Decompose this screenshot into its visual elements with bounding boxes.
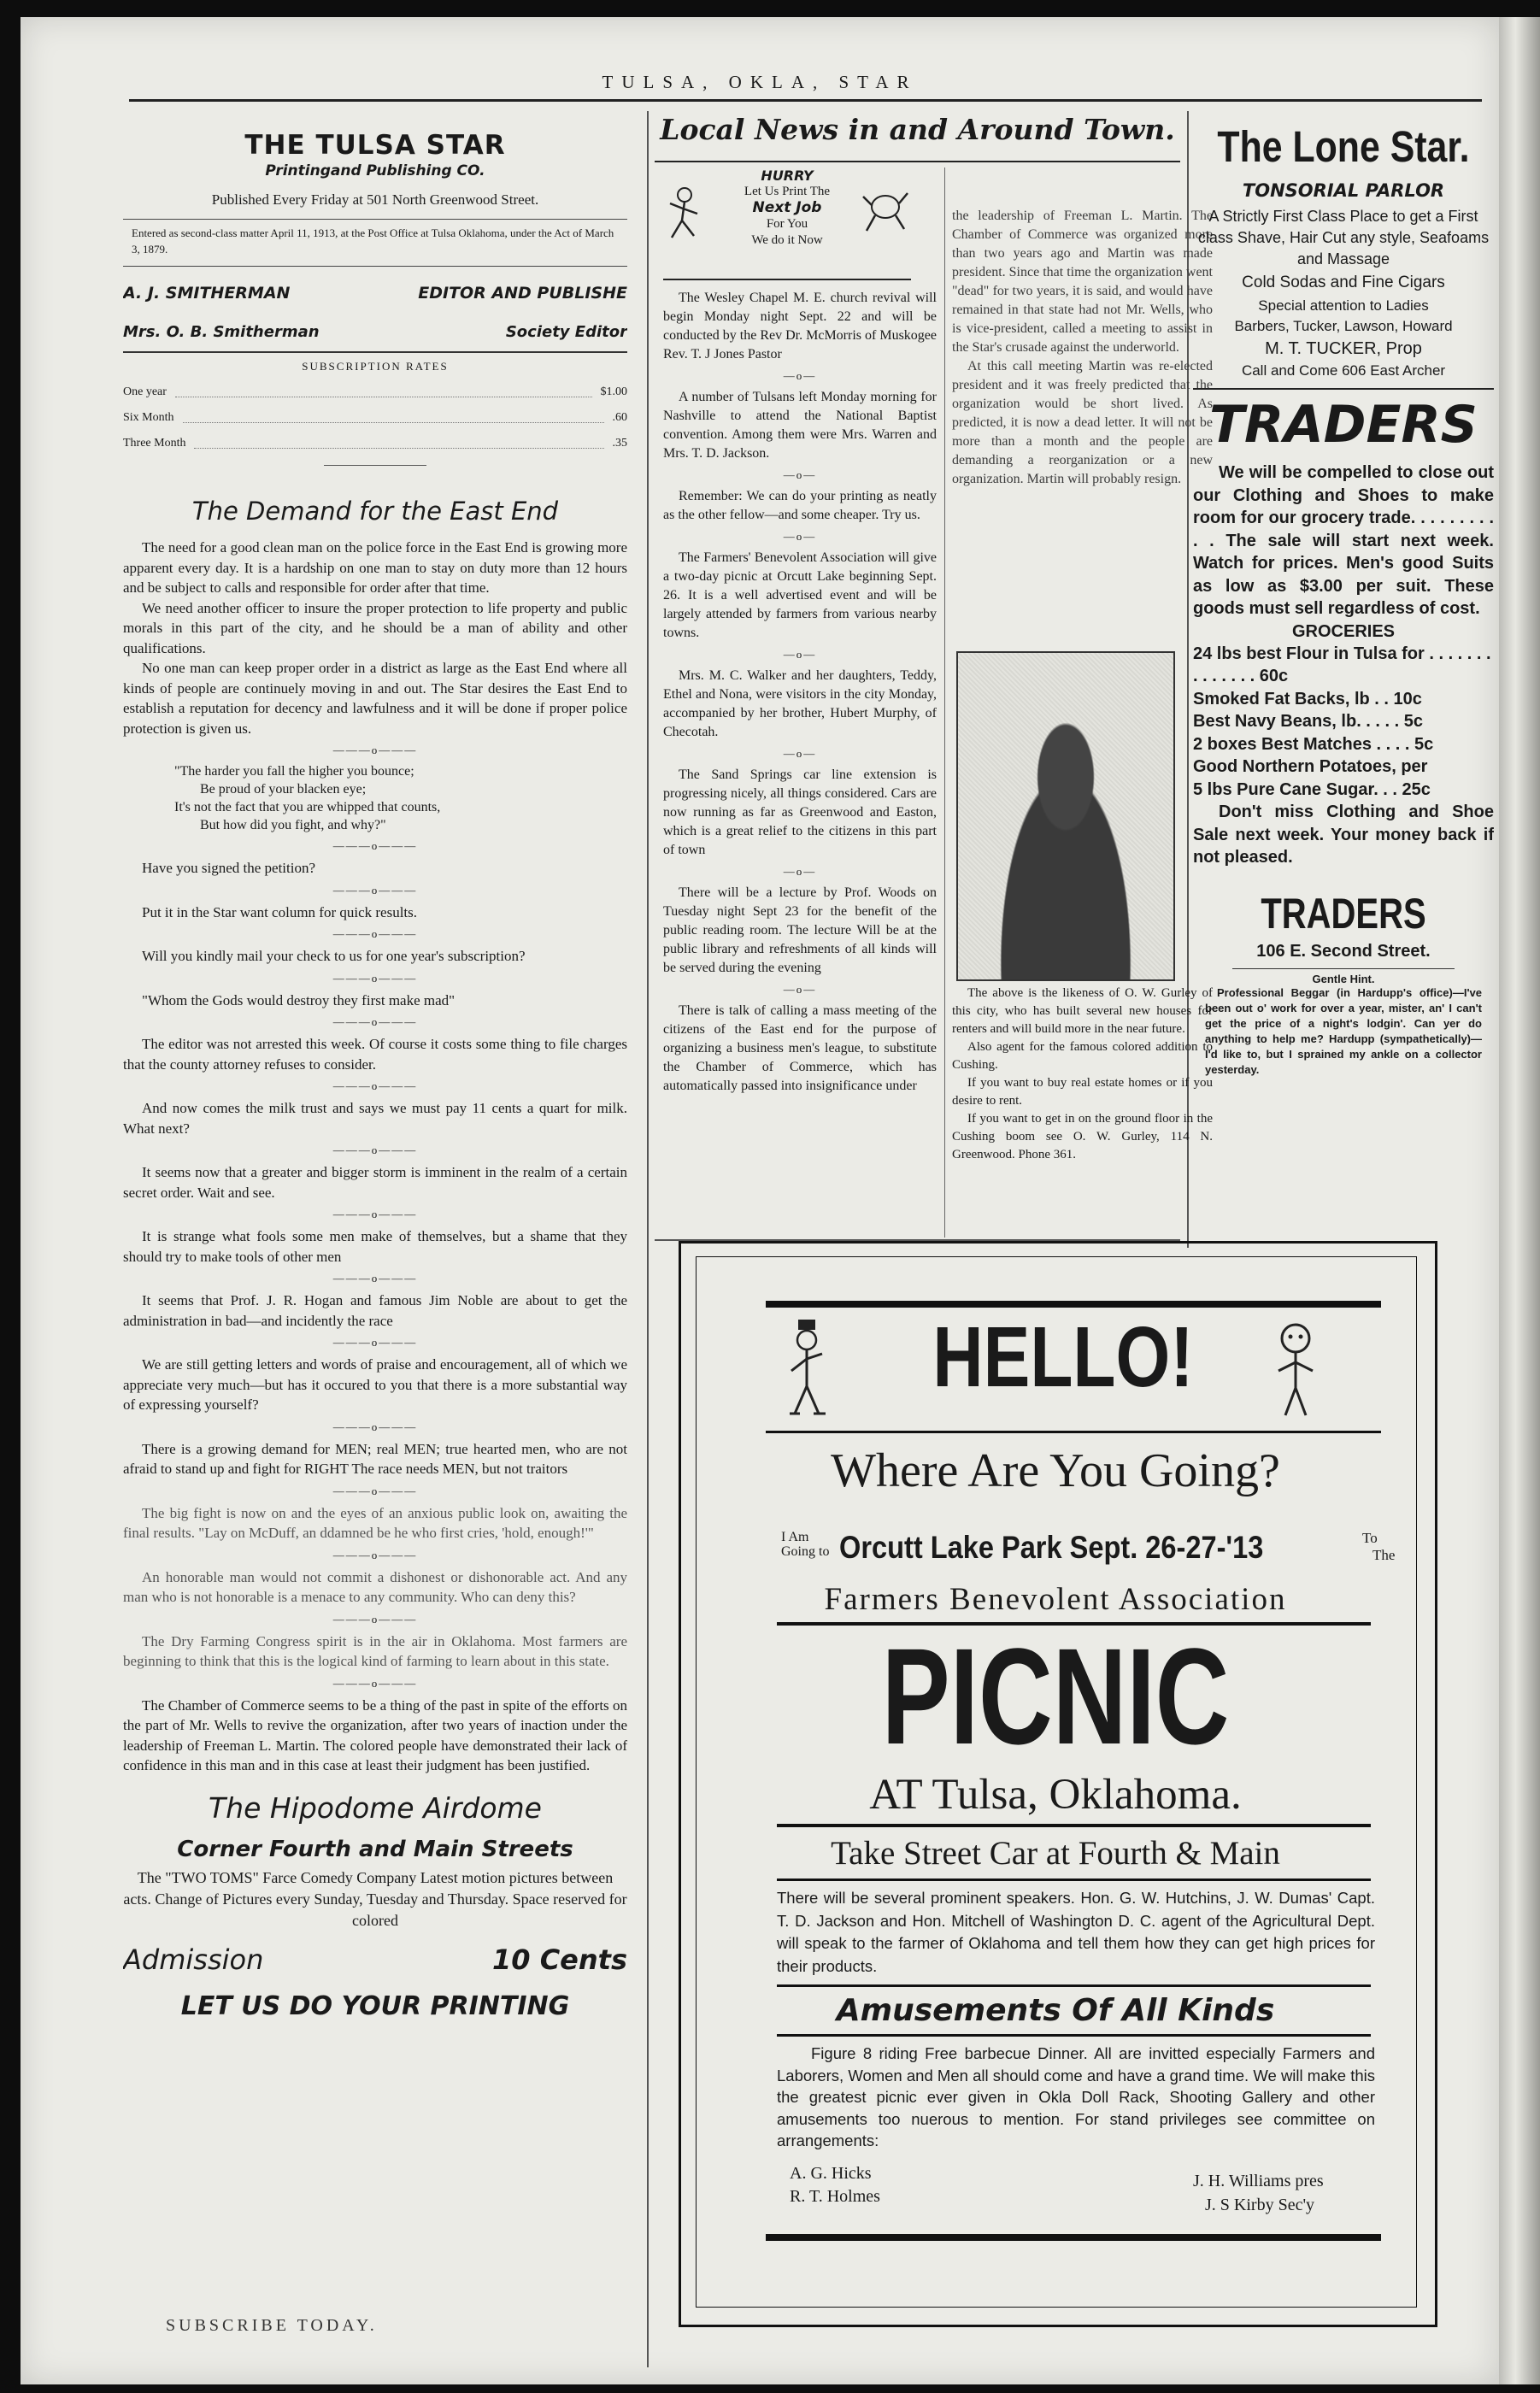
- subscription-term: Six Month: [123, 411, 174, 424]
- the: The: [1372, 1547, 1396, 1563]
- orcutt-lake-date: Orcutt Lake Park Sept. 26-27-'13: [839, 1530, 1264, 1565]
- published-line: Published Every Friday at 501 North Greenwood Street.: [211, 191, 539, 208]
- divider: [123, 266, 627, 267]
- news-item: At this call meeting Martin was re-elected president and it was freely predicted that the organization would be short lived. As predicted, it is now a dead letter. It will not be more than a month and the people are demanding a reorganization or a new organization. Martin will probably resign.: [952, 359, 1213, 486]
- news-item: Remember: We can do your printing as neatly as the other fellow—and some cheaper. Try us.: [663, 489, 937, 522]
- street-car: Take Street Car at Fourth & Main: [831, 1835, 1280, 1872]
- subscription-term: Three Month: [123, 437, 186, 450]
- grocery-item: 2 boxes Best Matches . . . . 5c: [1193, 734, 1434, 754]
- printing-ad: LET US DO YOUR PRINTING: [180, 1990, 570, 2021]
- separator: —o—: [783, 983, 817, 996]
- subscribe-footer: SUBSCRIBE TODAY.: [166, 2316, 378, 2335]
- ad-rule: [766, 2234, 1381, 2241]
- caption-text: The above is the likeness of O. W. Gurley of this city, who has built several new houses for renters and will build more in the near future.: [952, 986, 1213, 1036]
- caption-text: If you want to get in on the ground floor in the Cushing boom see O. W. Gurley, 114 N. Greenwood. Phone 361.: [952, 1112, 1213, 1161]
- where-going: Where Are You Going?: [831, 1444, 1280, 1497]
- subscription-row: [123, 431, 627, 456]
- editorial-item: Will you kindly mail your check to us for one year's subscription?: [142, 948, 526, 964]
- divider: [123, 351, 627, 353]
- groceries-heading: GROCERIES: [1291, 621, 1396, 641]
- right-column: [1193, 121, 1494, 1249]
- separator: ———o———: [332, 927, 418, 940]
- grocery-item: 24 lbs best Flour in Tulsa for . . . . . . . . . . . . . . 60c: [1193, 644, 1491, 685]
- left-column: [123, 109, 627, 2366]
- grocery-item: Best Navy Beans, lb. . . . . 5c: [1193, 712, 1424, 731]
- poem-line: "The harder you fall the higher you bounce;: [174, 764, 414, 779]
- lone-star-text: A Strictly First Class Place to get a First class Shave, Hair Cut any style, Seafoams and Massage: [1197, 208, 1490, 268]
- i-am: I Am: [781, 1530, 809, 1544]
- news-item: the leadership of Freeman L. Martin. The Chamber of Commerce was organized more than two years ago and Martin was made president. Since that time the organization went "dead" for two years, it is said, and would have remained in that state had not Mr. Wells, who is vice-president, called a meeting to assist in the Star's crusade against the underworld.: [952, 209, 1213, 355]
- editorial-item: It seems now that a greater and bigger storm is imminent in the realm of a certain secret order. Wait and see.: [123, 1164, 627, 1201]
- committee-left: [790, 2162, 880, 2208]
- caption-text: Also agent for the famous colored addition to Cushing.: [952, 1040, 1213, 1072]
- committee-member: J. S Kirby Sec'y: [1205, 2196, 1315, 2214]
- going-to: Going to: [781, 1544, 830, 1559]
- photo-caption: [952, 985, 1213, 1241]
- masthead-rule: [129, 99, 1482, 102]
- separator: —o—: [783, 865, 817, 878]
- editorial-item: The Chamber of Commerce seems to be a thing of the past in spite of the efforts on the part of Mr. Wells to revive the organization, after two years of inaction under the leadership of Freeman L. Martin. The colored people have demonstrated their lack of confidence in this man and in this case at least their judgment has been justified.: [123, 1696, 627, 1773]
- column-rule: [944, 168, 945, 1238]
- hurry-box: [663, 168, 911, 273]
- i-am-going: [781, 1530, 829, 1559]
- airdome-text: The "TWO TOMS" Farce Comedy Company Latest motion pictures between acts. Change of Pictures every Sunday, Tuesday and Thursday. Space reserved for colored: [123, 1868, 627, 1929]
- separator: ———o———: [332, 883, 418, 897]
- proprietor: M. T. TUCKER, Prop: [1265, 339, 1422, 358]
- separator: ———o———: [332, 1548, 418, 1561]
- subscription-header: SUBSCRIPTION RATES: [302, 360, 449, 373]
- clown-figure-right-icon: [1268, 1320, 1323, 1422]
- separator: ———o———: [332, 1612, 418, 1626]
- editorial-item: The editor was not arrested this week. Of course it costs some thing to file charges that the county attorney refuses to consider.: [123, 1036, 627, 1073]
- editorial-item: And now comes the milk trust and says we must pay 11 cents a quart for milk. What next?: [123, 1100, 627, 1137]
- news-item: The Farmers' Benevolent Association will give a two-day picnic at Orcutt Lake beginning Sept. 26. It is a well advertised event and will be largely attended by farmers from various nearby towns.: [663, 550, 937, 640]
- grocery-item: 5 lbs Pure Cane Sugar. . . 25c: [1193, 779, 1431, 799]
- editor-title: EDITOR AND PUBLISHE: [418, 284, 627, 303]
- news-item: The Wesley Chapel M. E. church revival will begin Monday night Sept. 22 and will be conducted by the Rev Dr. McMorris of Muskogee Rev. T. J Jones Pastor: [663, 291, 937, 362]
- amusements-heading: Amusements Of All Kinds: [836, 1993, 1275, 2028]
- separator: ———o———: [332, 1015, 418, 1028]
- separator: —o—: [783, 369, 817, 382]
- clown-figure-left-icon: [779, 1318, 834, 1420]
- separator: ———o———: [332, 1484, 418, 1497]
- news-item: The Sand Springs car line extension is progressing nicely, all things considered. Cars are now running as far as Greenwood and Easton, which is a great relief to the citizens in this part of town: [663, 767, 937, 857]
- airdome-subtitle: Corner Fourth and Main Streets: [177, 1836, 573, 1862]
- divider: [663, 279, 911, 280]
- society-editor-title: Society Editor: [505, 323, 627, 341]
- separator: ———o———: [332, 1272, 418, 1285]
- poem-line: But how did you fight, and why?": [200, 818, 386, 832]
- header-rule: [655, 161, 1180, 162]
- subscription-row: [123, 379, 627, 405]
- tonsorial-parlor: TONSORIAL PARLOR: [1242, 180, 1445, 201]
- separator: ———o———: [332, 1208, 418, 1220]
- at-tulsa: AT Tulsa, Oklahoma.: [869, 1771, 1242, 1819]
- editorial-item: An honorable man would not commit a dishonest or dishonorable act. And any man who is not honorable is a menace to any community. Who can deny this?: [123, 1568, 627, 1605]
- separator: —o—: [783, 530, 817, 543]
- editor-name: A. J. SMITHERMAN: [123, 284, 291, 303]
- running-figure-icon: [860, 185, 911, 236]
- picnic-headline: PICNIC: [881, 1620, 1230, 1773]
- subscription-price: .35: [612, 437, 627, 450]
- editor-row: [123, 284, 627, 303]
- poem-line: It's not the fact that you are whipped that counts,: [174, 800, 441, 814]
- separator: ———o———: [332, 1079, 418, 1092]
- divider: [1232, 968, 1455, 969]
- hurry-line: We do it Now: [751, 233, 823, 247]
- news-item: A number of Tulsans left Monday morning for Nashville to attend the National Baptist convention. Among them were Mrs. Warren and Mrs. T. D. Jackson.: [663, 390, 937, 461]
- caption-text: If you want to buy real estate homes or if you desire to rent.: [952, 1076, 1213, 1108]
- amusements-text: Figure 8 riding Free barbecue Dinner. All are invitted especially Farmers and Laborers, Women and Men all should come and have a grand time. We will make this the greatest picnic ever given in Okla Doll Rack, Shooting Gallery and other amusements too nuerous to mention. For stand privileges see committee on arrangements:: [777, 2044, 1375, 2149]
- traders-closing: Don't miss Clothing and Shoe Sale next week. Your money back if not pleased.: [1193, 803, 1494, 867]
- news-item: Mrs. M. C. Walker and her daughters, Teddy, Ethel and Nona, were visitors in the city Monday, accompanied by her brother, Hubert Murphy, of Checotah.: [663, 668, 937, 739]
- publisher: Printingand Publishing CO.: [265, 162, 485, 179]
- traders-address: 106 E. Second Street.: [1256, 941, 1431, 961]
- separator: ———o———: [332, 744, 418, 756]
- subscription-row: [123, 405, 627, 431]
- paper-name: THE TULSA STAR: [244, 130, 506, 161]
- groceries-list: [1193, 643, 1494, 802]
- portrait-photo: [956, 651, 1175, 981]
- editorial-item: "Whom the Gods would destroy they first make mad": [142, 991, 456, 1008]
- lone-star-title: The Lone Star.: [1217, 122, 1470, 171]
- committee-member: J. H. Williams pres: [1193, 2172, 1324, 2190]
- barbers: Barbers, Tucker, Lawson, Howard: [1234, 318, 1453, 334]
- grocery-item: Good Northern Potatoes, per: [1193, 757, 1428, 776]
- editorial-item: The Dry Farming Congress spirit is in the air in Oklahoma. Most farmers are beginning to think that this is the logical kind of farming to learn about in this state.: [123, 1632, 627, 1669]
- entered-notice: Entered as second-class matter April 11, 1913, at the Post Office at Tulsa Oklahoma, under the Act of March 3, 1879.: [132, 226, 614, 256]
- ad-rule: [777, 2034, 1371, 2037]
- speakers-text: There will be several prominent speakers. Hon. G. W. Hutchins, J. W. Dumas' Capt. T. D. Jackson and Hon. Mitchell of Washington D. C. agent of the Agricultural Dept. will speak to the farmer of Oklahoma and tell them how they can get high prices for their products.: [777, 1889, 1375, 1975]
- editorial-item: There is a growing demand for MEN; real MEN; true hearted men, who are not afraid to stand up and fight for RIGHT The race needs MEN, but not traitors: [123, 1440, 627, 1477]
- subscription-table: [123, 379, 627, 456]
- hint-title: Gentle Hint.: [1312, 972, 1375, 985]
- ad-rule: [777, 1984, 1371, 1987]
- hurry-line: Let Us Print The: [744, 185, 831, 198]
- association-name: Farmers Benevolent Association: [824, 1582, 1287, 1617]
- subscription-price: .60: [612, 411, 627, 424]
- hurry-line: For You: [766, 217, 808, 231]
- separator: ———o———: [332, 971, 418, 985]
- hello-headline: HELLO!: [932, 1309, 1194, 1405]
- local-news-header: Local News in and Around Town.: [660, 113, 1175, 146]
- poem: [123, 762, 627, 834]
- editorial-title: The Demand for the East End: [191, 497, 559, 526]
- separator: ———o———: [332, 1336, 418, 1349]
- society-row: [123, 323, 627, 341]
- to-the: [1362, 1530, 1395, 1564]
- newspaper-page: [21, 17, 1499, 2384]
- editorial-paragraph: We need another officer to insure the proper protection to life property and public morals in this part of the city, and he should be a man of ability and other qualifications.: [123, 599, 627, 656]
- traders-text: We will be compelled to close out our Clothing and Shoes to make room for our grocery trade. . . . . . . . . . . The sale will start next week. Watch for prices. Men's good Suits as low as $3.00 per suit. These goods must sell regardless of cost.: [1193, 463, 1494, 618]
- ad-rule: [777, 1824, 1371, 1827]
- hurry-title: HURRY: [761, 168, 814, 184]
- ad-rule: [766, 1431, 1381, 1433]
- separator: ———o———: [332, 1676, 418, 1690]
- local-news-col-b: [952, 207, 1213, 634]
- separator: —o—: [783, 747, 817, 760]
- grocery-item: Smoked Fat Backs, lb . . 10c: [1193, 689, 1422, 708]
- committee-member: R. T. Holmes: [790, 2187, 880, 2206]
- hurry-next-job: Next Job: [752, 199, 822, 216]
- editorial-item: It seems that Prof. J. R. Hogan and famous Jim Noble are about to get the administration in bad—and incidently the race: [123, 1292, 627, 1329]
- special-attention: Special attention to Ladies: [1258, 297, 1429, 314]
- news-item: There will be a lecture by Prof. Woods on Tuesday night Sept 23 for the benefit of the public reading room. The lecture Will be at the public library and refreshments of all kinds will be served during the evening: [663, 885, 937, 975]
- to: To: [1362, 1530, 1378, 1546]
- editorial-paragraph: No one man can keep proper order in a district as large as the East End where all kinds of people are continuely moving in and out. The Star desires the East End to establish a reputation for decency and lawfulness and it will be done if proper police protection is given us.: [123, 660, 627, 737]
- page-edge: [1499, 17, 1540, 2384]
- hint-text: Professional Beggar (in Hardupp's office)—I've been out o' work for over a year, mister, an' I can't get the price of a night's lodgin'. Can yer do anything to help me? Hardupp (sympathetically)—I'd like to, but I sprained my ankle on a collector yesterday.: [1205, 985, 1482, 1076]
- traders-title: TRADERS: [1209, 395, 1478, 455]
- cold-sodas: Cold Sodas and Fine Cigars: [1242, 273, 1445, 291]
- admission-row: [123, 1943, 627, 1976]
- call-address: Call and Come 606 East Archer: [1241, 362, 1446, 379]
- society-editor-name: Mrs. O. B. Smitherman: [123, 323, 320, 341]
- admission-label: Admission: [123, 1943, 264, 1976]
- separator: —o—: [783, 648, 817, 661]
- editorial-item: The big fight is now on and the eyes of an anxious public look on, awaiting the final results. "Lay on McDuff, an ddamned be he who first cries, 'hold, enough!'": [123, 1504, 627, 1541]
- separator: ———o———: [332, 839, 418, 852]
- traders-title-2: TRADERS: [1261, 889, 1426, 938]
- local-news-col-a: [663, 289, 937, 1238]
- committee-right: [1193, 2169, 1324, 2217]
- poem-line: Be proud of your blacken eye;: [200, 782, 367, 797]
- divider: [1193, 388, 1494, 390]
- committee-member: A. G. Hicks: [790, 2164, 872, 2183]
- subscription-price: $1.00: [600, 385, 627, 398]
- column-rule: [647, 111, 649, 2367]
- editorial-item: We are still getting letters and words of praise and encouragement, all of which we appreciate very much—but has it occured to you that there is a more substantial way of expressing yourself?: [123, 1356, 627, 1413]
- editorial-item: Have you signed the petition?: [142, 860, 316, 876]
- separator: ———o———: [332, 1420, 418, 1433]
- ad-rule: [777, 1879, 1371, 1881]
- divider: [123, 219, 627, 220]
- editorial-item: It is strange what fools some men make of themselves, but a shame that they should try to make tools of other men: [123, 1228, 627, 1265]
- masthead: TULSA, OKLA, STAR: [602, 72, 918, 92]
- separator: ———o———: [332, 1144, 418, 1156]
- airdome-title: The Hipodome Airdome: [209, 1790, 542, 1825]
- admission-price: 10 Cents: [492, 1943, 627, 1976]
- runner-icon: [663, 185, 706, 244]
- editorial-item: Put it in the Star want column for quick results.: [142, 903, 418, 920]
- divider: [324, 465, 426, 466]
- editorial-paragraph: The need for a good clean man on the police force in the East End is growing more apparent every day. It is a hardship on one man to stay on duty more than 12 hours and be subject to calls and responsible for order after that time.: [123, 539, 627, 596]
- subscription-term: One year: [123, 385, 167, 398]
- news-item: There is talk of calling a mass meeting of the citizens of the East end for the purpose of organizing a business men's league, to substitute the Chamber of Commerce, which has automatically passed into insignificance under: [663, 1003, 937, 1093]
- separator: —o—: [783, 468, 817, 481]
